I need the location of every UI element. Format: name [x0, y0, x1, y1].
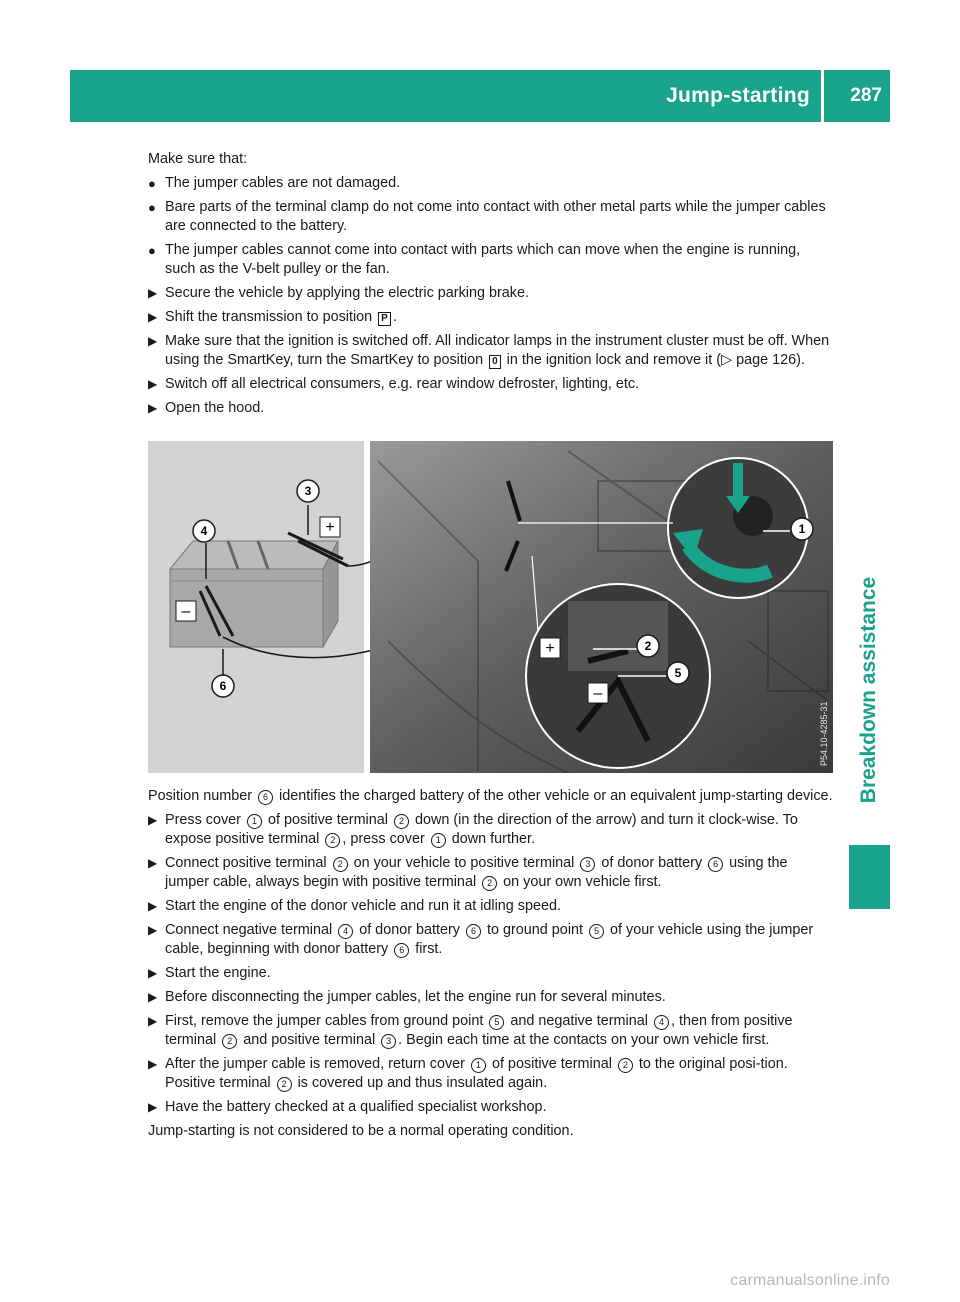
header-divider — [821, 70, 824, 122]
jump-start-illustration — [148, 441, 833, 773]
step-item: ▶ Connect negative terminal 4 of donor battery 6 to ground point 5 of your vehicle using the jumper cable, beginning with donor battery 6 first. — [148, 922, 814, 957]
page-number: 287 — [850, 85, 882, 106]
step-item: ▶ Secure the vehicle by applying the electric parking brake. — [148, 285, 529, 301]
svg-text:3: 3 — [304, 484, 312, 498]
svg-text:6: 6 — [219, 679, 227, 693]
step-item: ▶ Make sure that the ignition is switched off. All indicator lamps in the instrument cluster must be off. When using the SmartKey, turn the SmartKey to position 0 in the ignition lock and remove it (▷ page 126). — [148, 333, 830, 368]
callout-1 — [791, 518, 813, 540]
callout-5 — [667, 662, 689, 684]
step-item: ▶ Start the engine. — [148, 965, 271, 981]
plus-sign-right — [540, 638, 560, 658]
section-marker — [849, 845, 890, 909]
step-item: ▶ Connect positive terminal 2 on your vehicle to positive terminal 3 of donor battery 6 using the jumper cable, always begin with positive terminal 2 on your own vehicle first. — [148, 855, 788, 890]
svg-text:2: 2 — [644, 639, 652, 653]
step-item: ▶ Shift the transmission to position P . — [148, 309, 397, 325]
list-item: ● Bare parts of the terminal clamp do not come into contact with other metal parts while the jumper cables are connected to the battery. — [148, 199, 826, 234]
footer-watermark: carmanualsonline.info — [730, 1272, 890, 1289]
page-header — [70, 70, 890, 122]
plus-sign-left — [320, 517, 340, 537]
step-item: ▶ After the jumper cable is removed, return cover 1 of positive terminal 2 to the original posi-tion. Positive terminal 2 is covered up and thus insulated again. — [148, 1056, 788, 1091]
step-item: ▶ First, remove the jumper cables from ground point 5 and negative terminal 4 , then from positive terminal 2 and positive terminal 3 . Begin each time at the contacts on your own vehicle first. — [148, 1013, 793, 1048]
section-label: Breakdown assistance — [857, 576, 880, 804]
section-tab — [849, 560, 889, 820]
step-item: ▶ Switch off all electrical consumers, e.g. rear window defroster, lighting, etc. — [148, 376, 640, 392]
image-code: P54.10-4285-31 — [819, 701, 829, 766]
donor-battery — [170, 541, 338, 647]
closing-note: Jump-starting is not considered to be a normal operating condition. — [148, 1123, 574, 1139]
step-item: ▶ Have the battery checked at a qualified specialist workshop. — [148, 1099, 547, 1115]
intro-text: Make sure that: — [148, 151, 248, 167]
callout-4 — [193, 520, 215, 542]
svg-text:4: 4 — [200, 524, 208, 538]
svg-text:–: – — [181, 603, 191, 620]
step-item: ▶ Before disconnecting the jumper cables, let the engine run for several minutes. — [148, 989, 666, 1005]
svg-text:5: 5 — [674, 666, 682, 680]
page-reference-link[interactable]: page 126). — [736, 352, 805, 368]
cover-detail-circle — [668, 458, 808, 598]
intro-block — [148, 150, 833, 423]
svg-text:+: + — [545, 640, 555, 657]
list-item: ● The jumper cables are not damaged. — [148, 175, 401, 191]
minus-sign-left — [176, 601, 196, 621]
callout-3 — [297, 480, 319, 502]
svg-text:+: + — [325, 519, 335, 536]
list-item: ● The jumper cables cannot come into contact with parts which can move when the engine is running, such as the V-belt pulley or the fan. — [148, 242, 801, 277]
callout-6 — [212, 675, 234, 697]
step-item: ▶ Open the hood. — [148, 400, 265, 416]
svg-text:–: – — [593, 685, 603, 702]
instructions-block — [148, 787, 833, 1146]
step-item: ▶ Start the engine of the donor vehicle and run it at idling speed. — [148, 898, 562, 914]
svg-text:1: 1 — [798, 522, 806, 536]
callout-2 — [637, 635, 659, 657]
figure-caption: Position number 6 identifies the charged battery of the other vehicle or an equivalent jump-starting device. — [148, 788, 833, 804]
minus-sign-right — [588, 683, 608, 703]
step-item: ▶ Press cover 1 of positive terminal 2 down (in the direction of the arrow) and turn it clock-wise. To expose positive terminal 2 , press cover 1 down further. — [148, 812, 798, 847]
page-title: Jump-starting — [666, 84, 810, 107]
